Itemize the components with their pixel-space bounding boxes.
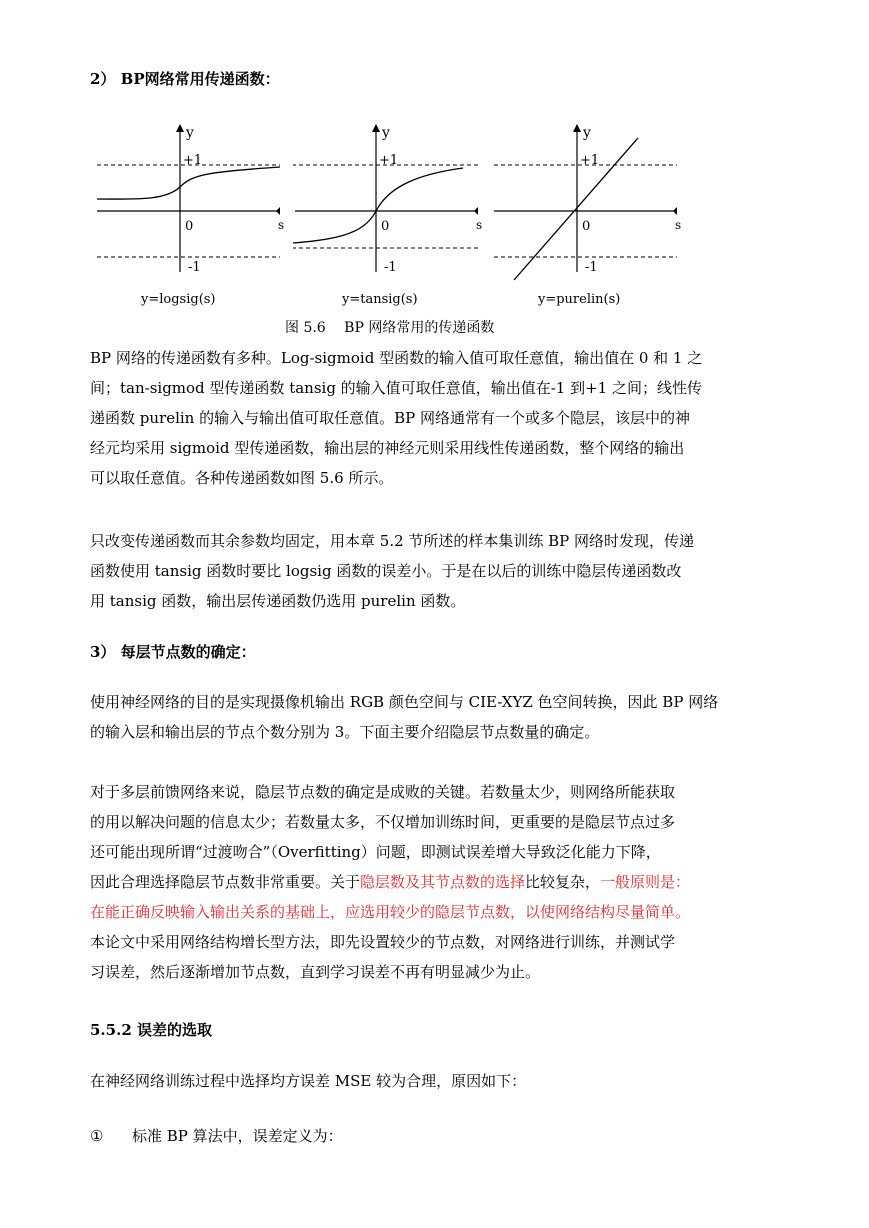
text-line: 用 tansig 函数，输出层传递函数仍选用 purelin 函数。 <box>90 592 466 610</box>
paragraph-io-nodes <box>90 687 782 747</box>
zero-label: 0 <box>185 219 194 234</box>
highlight-text: 隐层数及其节点数的选择 <box>360 873 526 891</box>
minus-one-label: -1 <box>585 260 598 275</box>
minus-one-label: -1 <box>188 260 201 275</box>
figure-purelin <box>492 120 687 294</box>
text-line: 在神经网络训练过程中选择均方误差 MSE 较为合理，原因如下： <box>90 1072 527 1090</box>
tansig-plot <box>293 120 483 290</box>
paragraph-tansig-choice <box>90 526 782 616</box>
logsig-plot <box>95 120 285 290</box>
plus-one-label: +1 <box>183 153 203 168</box>
text-line: 使用神经网络的目的是实现摄像机输出 RGB 颜色空间与 CIE-XYZ 色空间转换，因此 BP 网络 <box>90 693 719 711</box>
section-heading-error-selection: 5.5.2 误差的选取 <box>90 1021 212 1039</box>
y-label: y <box>583 125 591 141</box>
text-line: 递函数 purelin 的输入与输出值可取任意值。BP 网络通常有一个或多个隐层，该层中的神 <box>90 409 690 427</box>
logsig-curve <box>97 167 280 199</box>
highlight-text: 一般原则是： <box>600 873 691 891</box>
list-item-text: 标准 BP 算法中，误差定义为： <box>132 1127 343 1145</box>
plus-one-label: +1 <box>379 153 399 168</box>
text-line: 只改变传递函数而其余参数均固定，用本章 5.2 节所述的样本集训练 BP 网络时发现，传递 <box>90 532 695 550</box>
y-label: y <box>382 125 390 141</box>
text-line: 经元均采用 sigmoid 型传递函数，输出层的神经元则采用线性传递函数，整个网络的输出 <box>90 439 685 457</box>
text-line: 函数使用 tansig 函数时要比 logsig 函数的误差小。于是在以后的训练中隐层传递函数改 <box>90 562 682 580</box>
s-label: s <box>278 218 285 232</box>
list-number: ① <box>90 1127 104 1145</box>
tansig-curve <box>293 168 463 244</box>
text-segment: 因此合理选择隐层节点数非常重要。关于 <box>90 873 361 891</box>
caption-logsig: y=logsig(s) <box>141 292 216 307</box>
highlight-line: 在能正确反映输入输出关系的基础上，应选用较少的隐层节点数，以使网络结构尽量简单。 <box>90 903 691 921</box>
s-label: s <box>675 218 682 232</box>
list-item <box>90 1125 343 1146</box>
zero-label: 0 <box>582 219 591 234</box>
section-heading-node-count: 3） 每层节点数的确定： <box>90 643 256 661</box>
figure-tansig <box>293 120 483 294</box>
plus-one-label: +1 <box>580 153 600 168</box>
paragraph-hidden-nodes <box>90 777 782 987</box>
purelin-line <box>514 138 638 280</box>
zero-label: 0 <box>381 219 390 234</box>
minus-one-label: -1 <box>384 260 397 275</box>
purelin-plot <box>492 120 687 290</box>
text-line: 间；tan-sigmod 型传递函数 tansig 的输入值可取任意值，输出值在-1 到+1 之间；线性传 <box>90 379 702 397</box>
figure-logsig <box>95 120 285 294</box>
figure-caption: 图 5.6 BP 网络常用的传递函数 <box>285 320 495 336</box>
s-label: s <box>476 218 483 232</box>
caption-tansig: y=tansig(s) <box>342 292 418 307</box>
caption-purelin: y=purelin(s) <box>538 292 621 307</box>
text-line: 的用以解决问题的信息太少；若数量太多，不仅增加训练时间，更重要的是隐层节点过多 <box>90 813 676 831</box>
text-line: 对于多层前馈网络来说，隐层节点数的确定是成败的关键。若数量太少，则网络所能获取 <box>90 783 676 801</box>
text-segment: 比较复杂， <box>525 873 601 891</box>
paragraph-mse <box>90 1066 782 1096</box>
text-line: BP 网络的传递函数有多种。Log-sigmoid 型函数的输入值可取任意值，输出值在 0 和 1 之 <box>90 349 703 367</box>
text-line <box>90 867 782 897</box>
text-line: 本论文中采用网络结构增长型方法，即先设置较少的节点数，对网络进行训练，并测试学 <box>90 933 676 951</box>
text-line: 习误差，然后逐渐增加节点数，直到学习误差不再有明显减少为止。 <box>90 963 541 981</box>
text-line: 的输入层和输出层的节点个数分别为 3。下面主要介绍隐层节点数量的确定。 <box>90 723 600 741</box>
text-line: 可以取任意值。各种传递函数如图 5.6 所示。 <box>90 469 394 487</box>
y-label: y <box>186 125 194 141</box>
text-line: 还可能出现所谓“过渡吻合”（Overfitting）问题，即测试误差增大导致泛化能力下降， <box>90 843 661 861</box>
section-heading-transfer-functions: 2） BP网络常用传递函数： <box>90 70 280 88</box>
paragraph-transfer-functions <box>90 343 782 493</box>
